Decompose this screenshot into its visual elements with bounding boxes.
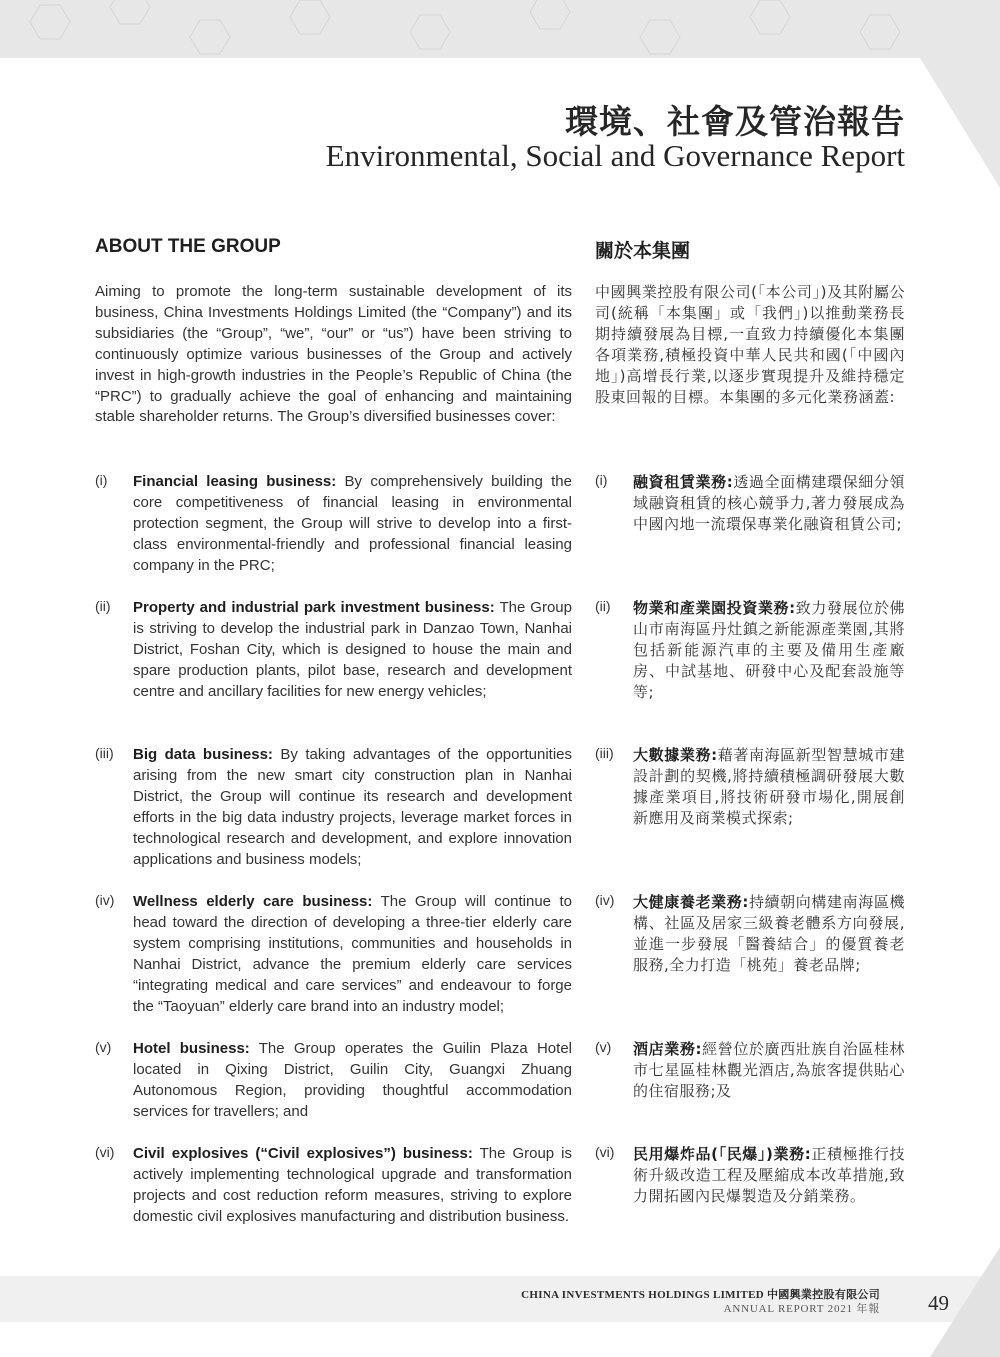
item-number: (v) (595, 1039, 612, 1055)
english-column (95, 236, 573, 1225)
item-number: (vi) (95, 1144, 115, 1160)
item-text: 正積極推行技術升級改造工程及壓縮成本改革措施,致力開拓國內民爆製造及分銷業務。 (633, 1145, 905, 1205)
item-number: (i) (95, 472, 108, 488)
item-text: 致力發展位於佛山市南海區丹灶鎮之新能源產業園,其將包括新能源汽車的主要及備用生產廠房、中試基地、研發中心及配套設施等等; (633, 599, 905, 701)
item-number: (vi) (595, 1144, 615, 1160)
item-text: The Group operates the Guilin Plaza Hotel located in Qixing District, Guilin City, Guangxi Zhuang Autonomous Region, providing thoughtful accommodation services for travellers; and (133, 1040, 572, 1120)
item-lead: 酒店業務: (633, 1040, 702, 1058)
item-number: (v) (95, 1039, 112, 1055)
list-item-cn (595, 1144, 905, 1207)
item-number: (iv) (95, 892, 115, 908)
list-item-cn (595, 745, 905, 829)
list-item-en (95, 1144, 572, 1228)
list-item-en (95, 472, 572, 577)
item-lead: Big data business: (133, 746, 273, 763)
item-lead: Property and industrial park investment business: (133, 599, 495, 616)
item-lead: 物業和產業園投資業務: (633, 599, 796, 617)
list-item-cn (595, 892, 905, 976)
list-item-cn (595, 598, 905, 703)
item-text: The Group will continue to head toward the direction of developing a three-tier elderly care system comprising institutions, communities and households in Nanhai District, advance the premium elderly care services “integrating medical and care services” and endeavour to forge the “Taoyuan” elderly care brand into an industry model; (133, 893, 572, 1015)
item-number: (i) (595, 472, 608, 488)
item-text: By comprehensively building the core competitiveness of financial leasing in environmental protection segment, the Group will strive to develop into a first-class environmental-friendly and professional financial leasing company in the PRC; (133, 473, 572, 574)
item-number: (iii) (95, 745, 114, 761)
item-lead: 大健康養老業務: (633, 893, 749, 911)
report-title-cn: 環境、社會及管治報告 (565, 102, 905, 141)
report-title-en: Environmental, Social and Governance Report (325, 138, 905, 173)
item-number: (ii) (595, 598, 611, 614)
corner-decoration-top (920, 58, 1000, 188)
item-text: 經營位於廣西壯族自治區桂林市七星區桂林觀光酒店,為旅客提供貼心的住宿服務;及 (633, 1040, 905, 1100)
item-number: (ii) (95, 598, 111, 614)
header-decorative-band (0, 0, 1000, 58)
section-heading-cn: 關於本集團 (595, 240, 691, 262)
item-lead: 民用爆炸品(「民爆」)業務: (633, 1145, 812, 1163)
footer-report-label: ANNUAL REPORT 2021 年報 (723, 1303, 880, 1315)
list-item-cn (595, 472, 905, 535)
chinese-column (595, 236, 905, 1205)
item-lead: Civil explosives (“Civil explosives”) business: (133, 1145, 473, 1162)
section-heading-en: ABOUT THE GROUP (95, 236, 281, 257)
item-lead: 大數據業務: (633, 746, 718, 764)
item-text: The Group is actively implementing technological upgrade and transformation projects and cost reduction reform measures, striving to explore domestic civil explosives manufacturing and distribution business. (133, 1145, 572, 1225)
list-item-cn (595, 1039, 905, 1102)
item-number: (iii) (595, 745, 614, 761)
item-lead: Wellness elderly care business: (133, 893, 373, 910)
item-lead: Hotel business: (133, 1040, 250, 1057)
list-item-en (95, 892, 572, 1017)
hexagon-pattern (0, 0, 1000, 58)
item-number: (iv) (595, 892, 615, 908)
item-lead: 融資租賃業務: (633, 473, 734, 491)
item-text: By taking advantages of the opportunities arising from the new smart city construction plan in Nanhai District, the Group will continue its research and development efforts in the big data industry projects, leverage market forces in technological research and development, and explore innovation applications and business models; (133, 746, 573, 868)
item-text: 持續朝向構建南海區機構、社區及居家三級養老體系方向發展,並進一步發展「醫養結合」的優質養老服務,全力打造「桃苑」養老品牌; (633, 893, 905, 974)
item-text: 透過全面構建環保細分領域融資租賃的核心競爭力,著力發展成為中國內地一流環保專業化融資租賃公司; (633, 473, 905, 533)
item-text: 藉著南海區新型智慧城市建設計劃的契機,將持續積極調研發展大數據產業項目,將技術研發市場化,開展創新應用及商業模式探索; (633, 746, 905, 827)
intro-paragraph-cn: 中國興業控股有限公司(「本公司」)及其附屬公司(統稱「本集團」或「我們」)以推動業務長期持續發展為目標,一直致力持續優化本集團各項業務,積極投資中華人民共和國(「中國內地」)高增長行業,以逐步實現提升及維持穩定股東回報的目標。本集團的多元化業務涵蓋: (595, 283, 905, 406)
intro-paragraph-en: Aiming to promote the long-term sustainable development of its business, China Investments Holdings Limited (the “Company”) and its subsidiaries (the “Group”, “we”, “our” or “us”) have been striving to continuously optimize various businesses of the Group and actively invest in high-growth industries in the People’s Republic of China (the “PRC”) to gradually achieve the goal of enhancing and maintaining stable shareholder returns. The Group’s diversified businesses cover: (95, 283, 572, 426)
list-item-en (95, 598, 572, 703)
page-number: 49 (928, 1291, 949, 1315)
list-item-en (95, 745, 572, 870)
item-lead: Financial leasing business: (133, 473, 337, 490)
footer-company-name: CHINA INVESTMENTS HOLDINGS LIMITED 中國興業控股有限公司 (521, 1289, 880, 1301)
item-text: The Group is striving to develop the industrial park in Danzao Town, Nanhai District, Foshan City, which is designed to house the main and spare production plants, pilot base, research and development centre and ancillary facilities for new energy vehicles; (133, 599, 572, 700)
list-item-en (95, 1039, 572, 1123)
